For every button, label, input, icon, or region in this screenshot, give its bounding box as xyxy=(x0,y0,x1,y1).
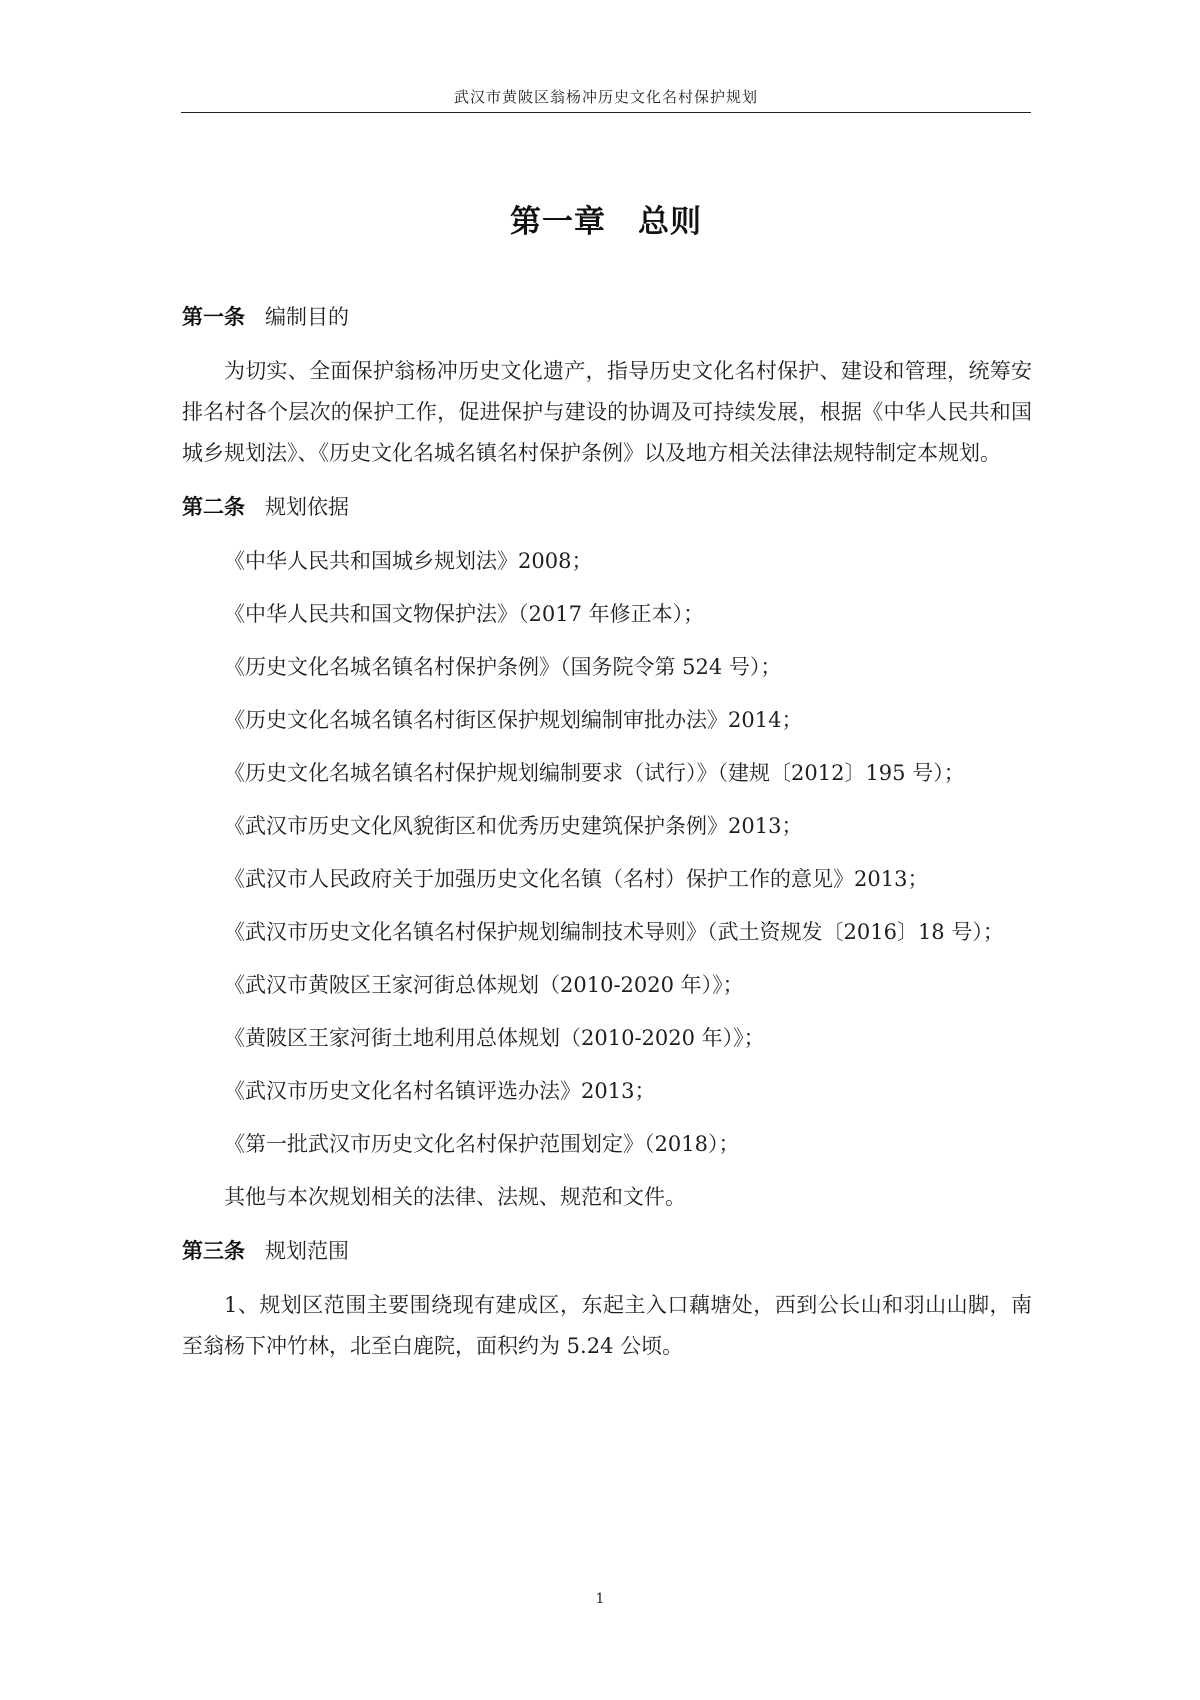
article-label: 第三条 xyxy=(182,1239,245,1263)
reference-item: 《武汉市人民政府关于加强历史文化名镇（名村）保护工作的意见》2013； xyxy=(224,867,929,891)
reference-item: 《历史文化名城名镇名村保护规划编制要求（试行）》（建规〔2012〕195 号）； xyxy=(224,761,965,785)
chapter-name: 总则 xyxy=(638,204,702,240)
article-title: 规划依据 xyxy=(265,495,349,519)
reference-item: 《历史文化名城名镇名村保护条例》（国务院令第 524 号）； xyxy=(224,655,782,679)
reference-item: 《中华人民共和国文物保护法》（2017 年修正本）； xyxy=(224,602,705,626)
article-heading-2 xyxy=(182,486,1032,528)
article-1-paragraph: 为切实、全面保护翁杨冲历史文化遗产，指导历史文化名村保护、建设和管理，统筹安排名村各个层次的保护工作，促进保护与建设的协调及可持续发展，根据《中华人民共和国城乡规划法》、《历史文化名城名镇名村保护条例》以及地方相关法律法规特制定本规划。 xyxy=(182,359,1032,465)
reference-item: 《黄陂区王家河街土地利用总体规划（2010-2020 年）》； xyxy=(224,1026,765,1050)
chapter-title xyxy=(181,196,1031,241)
chapter-number: 第一章 xyxy=(510,204,606,240)
reference-item: 《武汉市黄陂区王家河街总体规划（2010-2020 年）》； xyxy=(224,973,744,997)
reference-item: 《中华人民共和国城乡规划法》2008； xyxy=(224,549,593,573)
article-title: 编制目的 xyxy=(265,305,349,329)
reference-item: 《武汉市历史文化名镇名村保护规划编制技术导则》（武土资规发〔2016〕18 号）； xyxy=(224,920,1004,944)
article-label: 第二条 xyxy=(182,495,245,519)
reference-item: 《历史文化名城名镇名村街区保护规划编制审批办法》2014； xyxy=(224,708,803,732)
article-3-paragraph: 1、规划区范围主要围绕现有建成区，东起主入口藕塘处，西到公长山和羽山山脚，南至翁杨下冲竹林，北至白鹿院，面积约为 5.24 公顷。 xyxy=(182,1293,1032,1358)
article-heading-1 xyxy=(182,296,1032,338)
document-body xyxy=(182,296,1032,1367)
reference-item: 《武汉市历史文化风貌街区和优秀历史建筑保护条例》2013； xyxy=(224,814,803,838)
article-label: 第一条 xyxy=(182,305,245,329)
running-header: 武汉市黄陂区翁杨冲历史文化名村保护规划 xyxy=(453,88,758,106)
article-heading-3 xyxy=(182,1230,1032,1272)
header-rule xyxy=(181,112,1031,113)
reference-item: 其他与本次规划相关的法律、法规、规范和文件。 xyxy=(224,1185,686,1209)
reference-item: 《第一批武汉市历史文化名村保护范围划定》（2018）； xyxy=(224,1132,740,1156)
page-number: 1 xyxy=(595,1591,605,1607)
reference-item: 《武汉市历史文化名村名镇评选办法》2013； xyxy=(224,1079,656,1103)
article-title: 规划范围 xyxy=(265,1239,349,1263)
